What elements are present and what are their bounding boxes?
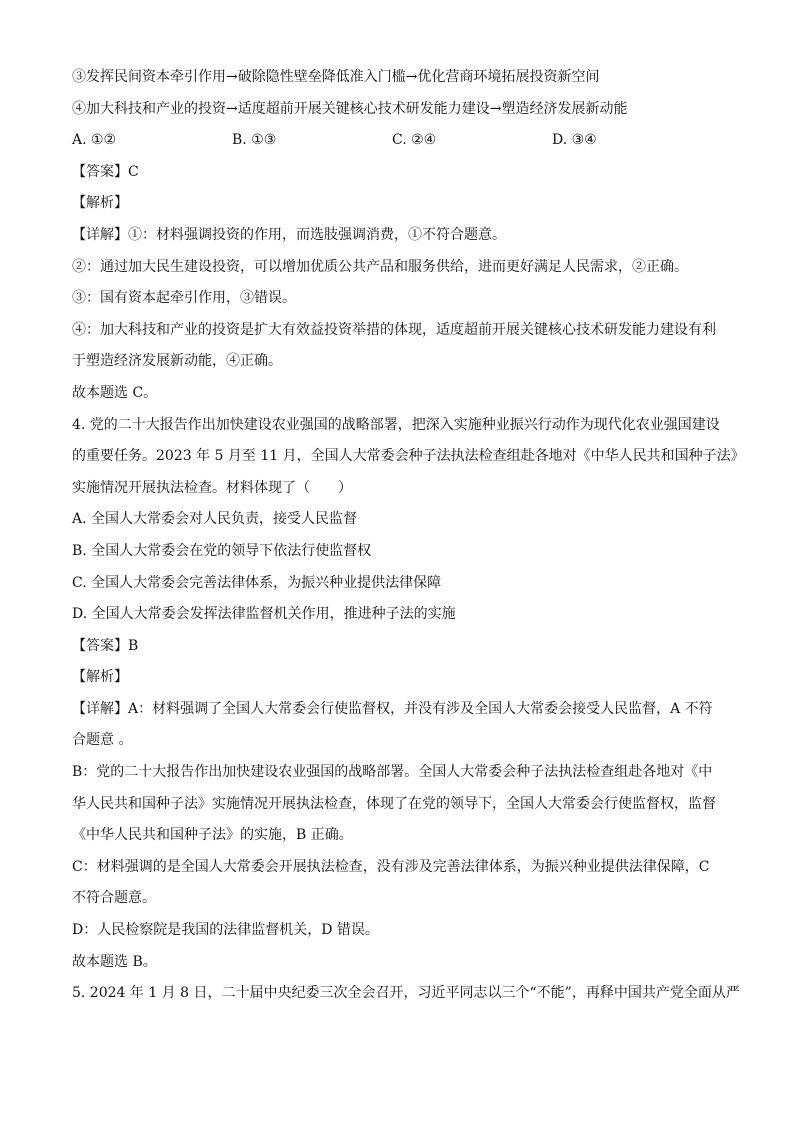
q3-option-4: ④加大科技和产业的投资→适度超前开展关键核心技术研发能力建设→塑造经济发展新动能 — [72, 100, 628, 117]
q3-option-3: ③发挥民间资本牵引作用→破除隐性壁垒降低准入门槛→优化营商环境拓展投资新空间 — [72, 69, 600, 85]
q4-answer: 【答案】B — [72, 637, 139, 654]
q4-choice-c: C. 全国人大常委会完善法律体系，为振兴种业提供法律保障 — [72, 574, 442, 591]
q3-choice-c: C. ②④ — [392, 132, 437, 149]
q4-detail-line: D：人民检察院是我国的法律监督机关，D 错误。 — [72, 922, 379, 939]
q3-detail-line: ④：加大科技和产业的投资是扩大有效益投资举措的体现，适度超前开展关键核心技术研发能力建设有利 — [72, 321, 716, 338]
document-page — [72, 62, 745, 1010]
q3-detail-line: ③：国有资本起牵引作用，③错误。 — [72, 290, 296, 307]
q4-choice-a: A. 全国人大常委会对人民负责，接受人民监督 — [72, 511, 358, 528]
q4-stem-line: 实施情况开展执法检查。材料体现了（ ） — [72, 479, 352, 496]
q4-conclusion: 故本题选 B。 — [72, 953, 157, 970]
q3-answer: 【答案】C — [72, 163, 139, 180]
q4-choice-d: D. 全国人大常委会发挥法律监督机关作用，推进种子法的实施 — [72, 606, 456, 623]
q4-detail-line: 不符合题意。 — [72, 890, 156, 907]
q3-choice-a: A. ①② — [72, 132, 117, 149]
q5-stem-line: 5. 2024 年 1 月 8 日，二十届中央纪委三次全会召开，习近平同志以三个“不能”，再释中国共产党全面从严 — [72, 985, 740, 1002]
q4-choice-b: B. 全国人大常委会在党的领导下依法行使监督权 — [72, 542, 372, 559]
q4-analysis-label: 【解析】 — [72, 669, 128, 686]
q4-detail-line: C：材料强调的是全国人大常委会开展执法检查，没有涉及完善法律体系，为振兴种业提供法律保障，C — [72, 858, 710, 875]
q3-choices — [72, 125, 740, 157]
q3-conclusion: 故本题选 C。 — [72, 384, 158, 401]
q3-choice-d: D. ③④ — [552, 132, 597, 149]
q3-detail-line: 于塑造经济发展新动能，④正确。 — [72, 353, 282, 370]
q4-stem-line: 的重要任务。2023 年 5 月至 11 月，全国人大常委会种子法执法检查组赴各地对《中华人民共和国种子法》 — [72, 448, 745, 465]
q4-detail-line: 【详解】A：材料强调了全国人大常委会行使监督权，并没有涉及全国人大常委会接受人民监督，A 不符 — [72, 700, 713, 717]
q3-detail-line: 【详解】①：材料强调投资的作用，而选肢强调消费，①不符合题意。 — [72, 226, 506, 243]
q4-detail-line: B：党的二十大报告作出加快建设农业强国的战略部署。全国人大常委会种子法执法检查组赴各地对《中 — [72, 764, 713, 781]
q3-choice-b: B. ①③ — [232, 132, 277, 149]
q4-detail-line: 华人民共和国种子法》实施情况开展执法检查，体现了在党的领导下，全国人大常委会行使监督权，监督 — [72, 795, 716, 812]
q4-stem-line: 4. 党的二十大报告作出加快建设农业强国的战略部署，把深入实施种业振兴行动作为现代化农业强国建设 — [72, 416, 720, 433]
q4-detail-line: 合题意 。 — [72, 732, 133, 749]
q3-analysis-label: 【解析】 — [72, 195, 128, 212]
q4-detail-line: 《中华人民共和国种子法》的实施，B 正确。 — [72, 827, 353, 844]
q3-detail-line: ②：通过加大民生建设投资，可以增加优质公共产品和服务供给，进而更好满足人民需求，②正确。 — [72, 258, 688, 275]
